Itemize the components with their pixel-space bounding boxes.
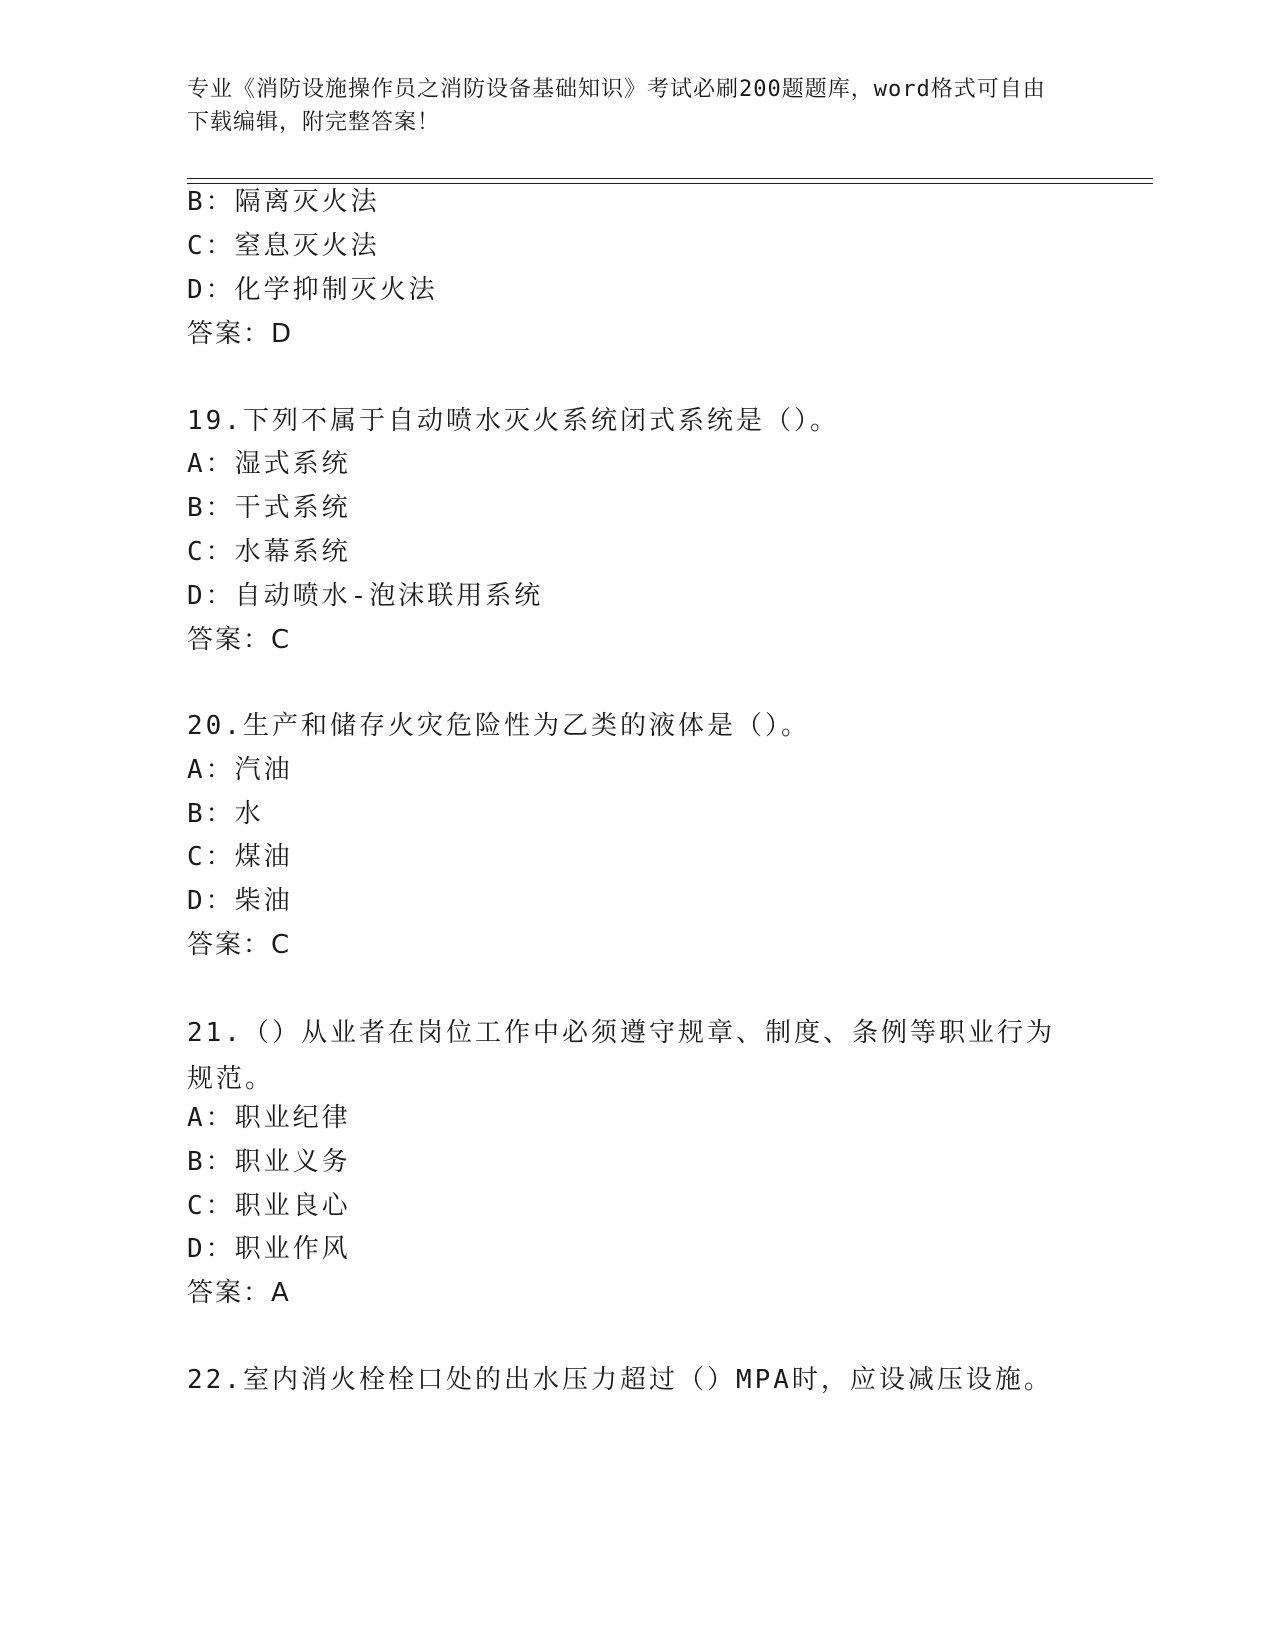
q21-option-a: A：职业纪律 — [187, 1103, 351, 1133]
q21-option-c: C：职业良心 — [187, 1191, 351, 1221]
header-divider-bottom — [187, 183, 1153, 184]
q19-answer: 答案：C — [187, 625, 292, 655]
q20-question: 20.生产和储存火灾危险性为乙类的液体是（）。 — [187, 711, 810, 741]
q18-option-c: C：窒息灭火法 — [187, 231, 380, 261]
q21-option-b: B：职业义务 — [187, 1147, 351, 1177]
q20-option-b: B：水 — [187, 799, 264, 829]
q19-question: 19.下列不属于自动喷水灭火系统闭式系统是（）。 — [187, 406, 839, 436]
header-divider-top — [187, 178, 1153, 179]
q21-answer: 答案：A — [187, 1278, 291, 1308]
q19-option-b: B：干式系统 — [187, 493, 351, 523]
q19-option-c: C：水幕系统 — [187, 537, 351, 567]
q18-answer: 答案：D — [187, 319, 294, 349]
q20-option-d: D：柴油 — [187, 886, 293, 916]
q20-option-a: A：汽油 — [187, 755, 293, 785]
q19-option-a: A：湿式系统 — [187, 449, 351, 479]
q19-option-d: D：自动喷水-泡沫联用系统 — [187, 581, 544, 611]
q18-option-d: D：化学抑制灭火法 — [187, 275, 438, 305]
q18-option-b: B：隔离灭火法 — [187, 187, 380, 217]
q20-option-c: C：煤油 — [187, 842, 293, 872]
document-header: 专业《消防设施操作员之消防设备基础知识》考试必刷200题题库，word格式可自由下载编辑，附完整答案！ — [187, 77, 1046, 135]
q22-question: 22.室内消火栓栓口处的出水压力超过（）MPA时，应设减压设施。 — [187, 1365, 1053, 1395]
q20-answer: 答案：C — [187, 930, 292, 960]
q21-option-d: D：职业作风 — [187, 1234, 351, 1264]
q21-question: 21.（）从业者在岗位工作中必须遵守规章、制度、条例等职业行为规范。 — [187, 1018, 1055, 1094]
